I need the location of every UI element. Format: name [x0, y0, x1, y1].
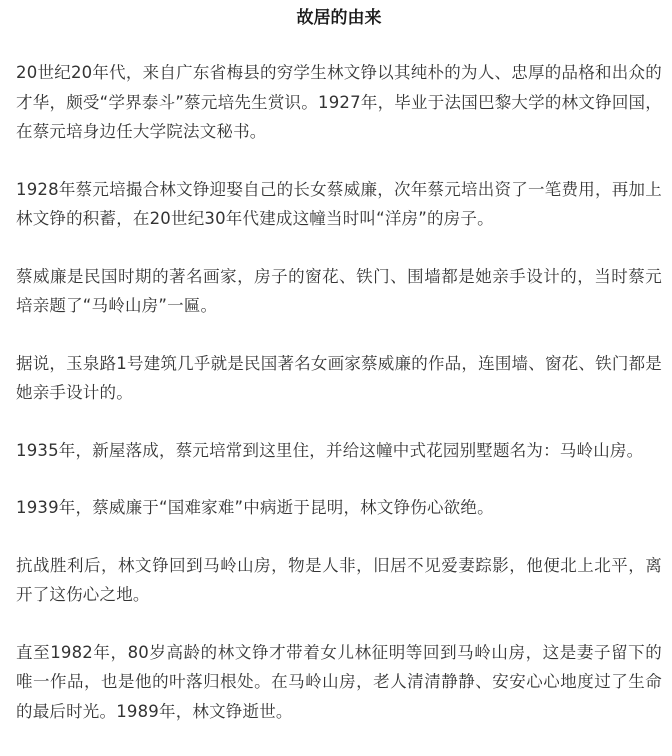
- article-paragraph-3: 蔡威廉是民国时期的著名画家，房子的窗花、铁门、围墙都是她亲手设计的，当时蔡元培亲题了“马岭山房”一匾。: [16, 266, 662, 315]
- article-paragraph-8: 直至1982年，80岁高龄的林文铮才带着女儿林征明等回到马岭山房，这是妻子留下的唯一作品，也是他的叶落归根处。在马岭山房，老人清清静静、安安心心地度过了生命的最后时光。1989年，林文铮逝世。: [16, 642, 662, 721]
- article: [16, 0, 662, 726]
- article-paragraph-2: 1928年蔡元培撮合林文铮迎娶自己的长女蔡威廉，次年蔡元培出资了一笔费用，再加上林文铮的积蓄，在20世纪30年代建成这幢当时叫“洋房”的房子。: [16, 179, 662, 228]
- article-title: 故居的由来: [296, 8, 382, 28]
- article-paragraph-1: 20世纪20年代，来自广东省梅县的穷学生林文铮以其纯朴的为人、忠厚的品格和出众的才华，颇受“学界泰斗”蔡元培先生赏识。1927年，毕业于法国巴黎大学的林文铮回国，在蔡元培身边任大学院法文秘书。: [16, 63, 662, 141]
- article-paragraph-6: 1939年，蔡威廉于“国难家难”中病逝于昆明，林文铮伤心欲绝。: [16, 498, 494, 517]
- article-paragraph-7: 抗战胜利后，林文铮回到马岭山房，物是人非，旧居不见爱妻踪影，他便北上北平，离开了这伤心之地。: [16, 555, 662, 604]
- article-paragraph-5: 1935年，新屋落成，蔡元培常到这里住，并给这幢中式花园别墅题名为：马岭山房。: [16, 440, 644, 460]
- article-paragraph-4: 据说，玉泉路1号建筑几乎就是民国著名女画家蔡威廉的作品，连围墙、窗花、铁门都是她亲手设计的。: [16, 353, 662, 402]
